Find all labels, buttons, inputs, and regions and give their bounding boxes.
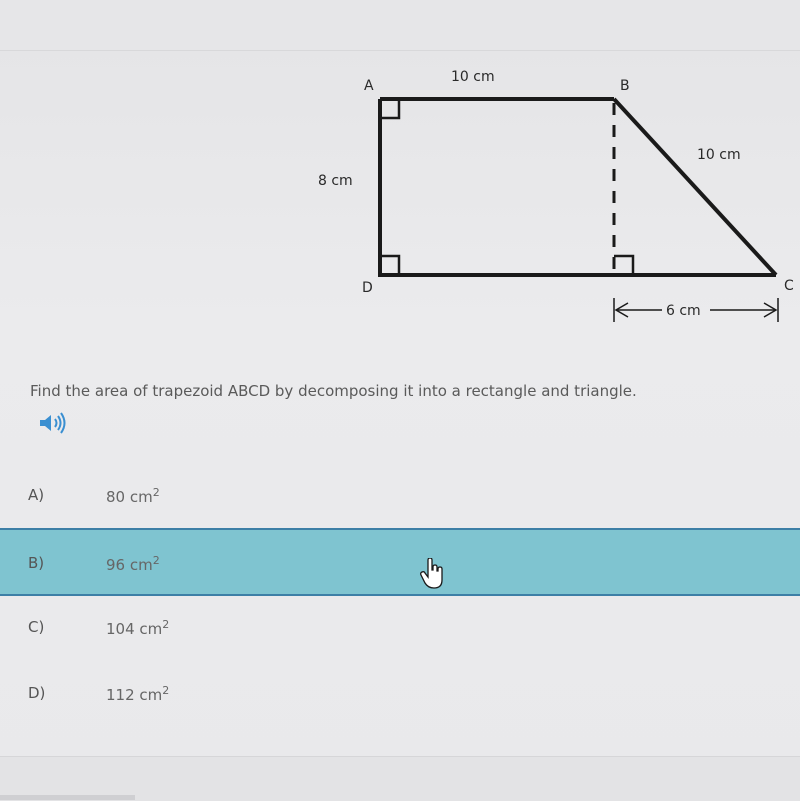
answer-choice-b[interactable]	[0, 528, 800, 596]
choice-letter: D)	[28, 684, 46, 702]
bottom-tab-indicator	[0, 795, 135, 800]
question-text: Find the area of trapezoid ABCD by decomposing it into a rectangle and triangle.	[30, 382, 637, 400]
vertex-label-d: D	[362, 280, 373, 296]
vertex-label-a: A	[364, 78, 374, 94]
right-angle-marker-d	[380, 256, 399, 275]
side-bc	[614, 99, 776, 275]
top-length-label: 10 cm	[451, 69, 495, 85]
right-angle-marker-foot	[614, 256, 633, 275]
choice-value: 104 $cm^2$	[106, 618, 170, 638]
choice-letter: C)	[28, 618, 45, 636]
base-extension-label: 6 cm	[666, 303, 701, 319]
choice-value: 96 $cm^2$	[106, 554, 160, 574]
answer-choice-a[interactable]	[0, 464, 800, 528]
vertex-label-c: C	[784, 278, 794, 294]
vertex-label-b: B	[620, 78, 630, 94]
choice-letter: B)	[28, 554, 45, 572]
hand-cursor-icon	[420, 558, 444, 590]
slant-length-label: 10 cm	[697, 147, 741, 163]
choice-value: 80 $cm^2$	[106, 486, 160, 506]
answer-choice-d[interactable]	[0, 662, 800, 726]
speaker-icon[interactable]	[38, 412, 68, 434]
height-length-label: 8 cm	[318, 173, 353, 189]
choice-value: 112 $cm^2$	[106, 684, 170, 704]
right-angle-marker-a	[380, 99, 399, 118]
answer-choice-c[interactable]	[0, 596, 800, 660]
trapezoid-diagram	[0, 0, 800, 340]
choice-letter: A)	[28, 486, 45, 504]
